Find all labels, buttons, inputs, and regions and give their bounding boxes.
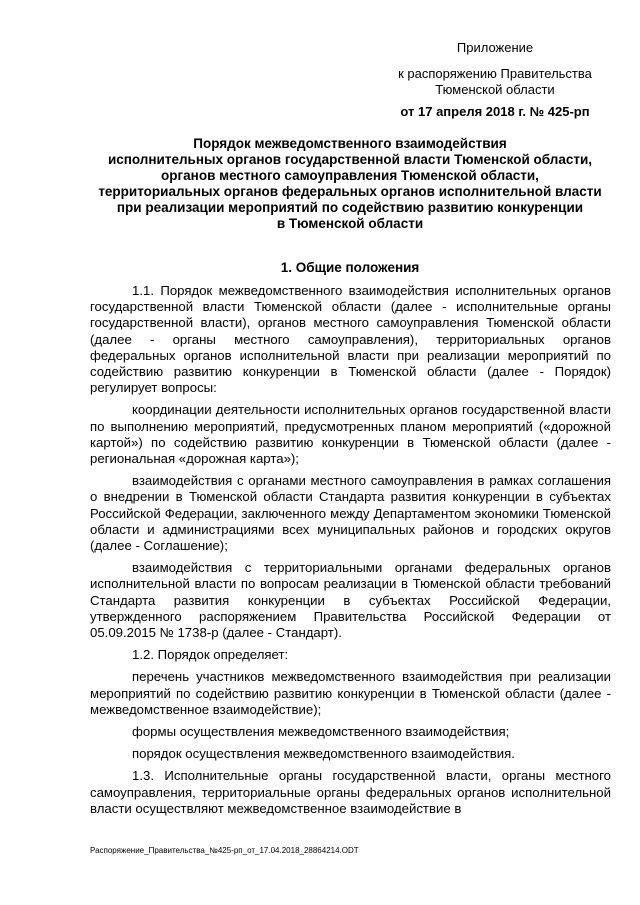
appendix-region: Тюменской области: [435, 82, 555, 97]
section-heading: 1. Общие положения: [280, 260, 420, 275]
paragraph: 1.3. Исполнительные органы государственной власти, органы местного самоуправления, территориальные органы федеральных органов исполнительной власти осуществляют межведомственное взаимодействие в: [90, 768, 611, 816]
paragraph: перечень участников межведомственного взаимодействия при реализации мероприятий по содействию развитию конкуренции в Тюменской области (далее - межведомственное взаимодействие);: [90, 669, 611, 717]
title-line: органов местного самоуправления Тюменской области,: [161, 168, 539, 183]
document-title: [90, 136, 610, 232]
paragraph: порядок осуществления межведомственного взаимодействия.: [132, 746, 515, 762]
paragraph: 1.1. Порядок межведомственного взаимодействия исполнительных органов государственной власти Тюменской области (далее - исполнительные органы государственной власти), органов местного самоуправления Тюменской области (далее - органы местного самоуправления), территориальных органов федеральных органов исполнительной власти при реализации мероприятий по содействию развитию конкуренции в Тюменской области (далее - Порядок) регулирует вопросы:: [90, 283, 611, 396]
title-line: территориальных органов федеральных органов исполнительной власти: [98, 184, 602, 199]
paragraph: координации деятельности исполнительных органов государственной власти по выполнению мероприятий, предусмотренных планом мероприятий («дорожной картой») по содействию развитию конкуренции в Тюменской области (далее - региональная «дорожная карта»);: [90, 402, 611, 467]
title-line: в Тюменской области: [276, 216, 424, 231]
appendix-reference: к распоряжению Правительства: [398, 66, 592, 81]
appendix-date: от 17 апреля 2018 г. № 425-рп: [400, 104, 590, 119]
paragraph: формы осуществления межведомственного взаимодействия;: [132, 724, 510, 740]
title-line: Порядок межведомственного взаимодействия: [193, 136, 507, 151]
footer-filename: Распоряжение_Правительства_№425-рп_от_17.04.2018_28864214.ODT: [90, 846, 359, 855]
paragraph: 1.2. Порядок определяет:: [132, 647, 289, 663]
appendix-label: Приложение: [456, 40, 534, 55]
document-body: [90, 283, 611, 823]
appendix-header: [380, 40, 610, 120]
title-line: при реализации мероприятий по содействию развитию конкуренции: [116, 200, 584, 215]
title-line: исполнительных органов государственной власти Тюменской области,: [107, 152, 593, 167]
paragraph: взаимодействия с органами местного самоуправления в рамках соглашения о внедрении в Тюменской области Стандарта развития конкуренции в субъектах Российской Федерации, заключенного между Департаментом экономики Тюменской области и администрациями всех муниципальных районов и городских округов (далее - Соглашение);: [90, 473, 611, 554]
paragraph: взаимодействия с территориальными органами федеральных органов исполнительной власти по вопросам реализации в Тюменской области требований Стандарта развития конкуренции в субъектах Российской Федерации, утвержденного распоряжением Правительства Российской Федерации от 05.09.2015 № 1738-р (далее - Стандарт).: [90, 560, 611, 641]
